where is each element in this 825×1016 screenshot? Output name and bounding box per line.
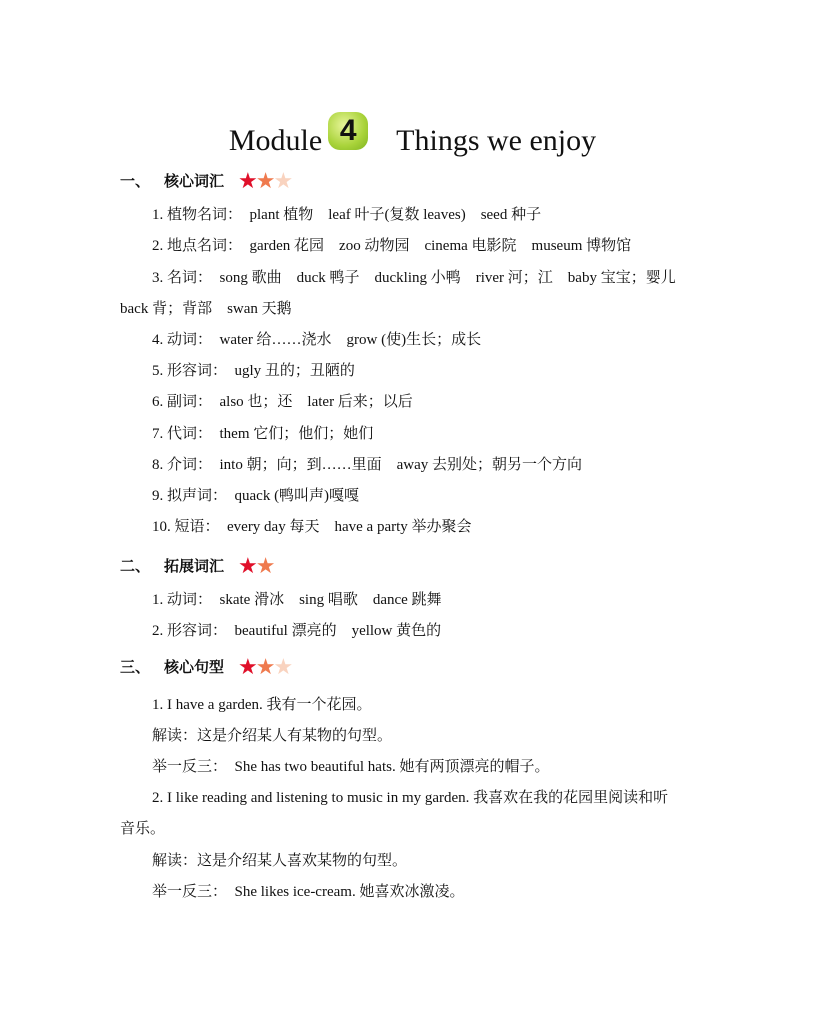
module-number-badge: 4 [328,112,368,150]
title-module: Module [228,124,323,157]
section-number: 一、 [120,172,151,190]
vocab-line: 6. 副词： also 也；还 later 后来；以后 [152,394,413,410]
star-icon: ★ [238,169,258,194]
vocab-line: 9. 拟声词： quack (鸭叫声)嘎嘎 [152,488,360,504]
difficulty-stars [238,655,294,680]
difficulty-stars [238,554,276,579]
section-number: 三、 [120,658,151,676]
section-heading-extended-vocab [120,556,274,578]
star-icon: ★ [238,554,258,579]
sentence-line: 举一反三： She likes ice-cream. 她喜欢冰激凌。 [152,884,465,900]
vocab-line: 1. 植物名词： plant 植物 leaf 叶子(复数 leaves) seed 种子 [152,207,542,223]
section-number: 二、 [120,557,151,575]
difficulty-stars [238,169,294,194]
title-subtitle: Things we enjoy [396,124,597,157]
sentence-line: 举一反三： She has two beautiful hats. 她有两顶漂亮的帽子。 [152,759,550,775]
sentence-line: 音乐。 [120,821,166,837]
star-icon: ★ [255,554,276,579]
vocab-line: 1. 动词： skate 滑冰 sing 唱歌 dance 跳舞 [152,592,442,608]
sentence-line: 2. I like reading and listening to music in my garden. 我喜欢在我的花园里阅读和听 [152,790,669,806]
sentence-line: 解读：这是介绍某人喜欢某物的句型。 [152,853,408,869]
sentence-line: 解读：这是介绍某人有某物的句型。 [152,728,393,744]
vocab-line: 2. 形容词： beautiful 漂亮的 yellow 黄色的 [152,623,442,639]
star-icon: ★ [273,655,294,680]
vocab-line: 7. 代词： them 它们；他们；她们 [152,426,374,442]
star-icon: ★ [255,655,276,680]
page-title [0,112,825,163]
vocab-line: 4. 动词： water 给……浇水 grow (使)生长；成长 [152,332,482,348]
star-icon: ★ [238,655,258,680]
vocab-line: 3. 名词： song 歌曲 duck 鸭子 duckling 小鸭 river 河；江 baby 宝宝；婴儿 [152,270,676,286]
section-label: 核心句型 [164,658,225,676]
section-heading-core-sentences [120,655,294,680]
sentence-line: 1. I have a garden. 我有一个花园。 [152,697,372,713]
vocab-line: back 背；背部 swan 天鹅 [120,301,292,317]
star-icon: ★ [273,169,294,194]
star-icon: ★ [255,169,276,194]
section-label: 拓展词汇 [164,557,225,575]
section-label: 核心词汇 [164,172,225,190]
vocab-line: 10. 短语： every day 每天 have a party 举办聚会 [152,519,472,535]
section-heading-core-vocab [120,169,294,194]
vocab-line: 5. 形容词： ugly 丑的；丑陋的 [152,363,355,379]
vocab-line: 2. 地点名词： garden 花园 zoo 动物园 cinema 电影院 museum 博物馆 [152,238,632,254]
vocab-line: 8. 介词： into 朝；向；到……里面 away 去别处；朝另一个方向 [152,457,582,473]
